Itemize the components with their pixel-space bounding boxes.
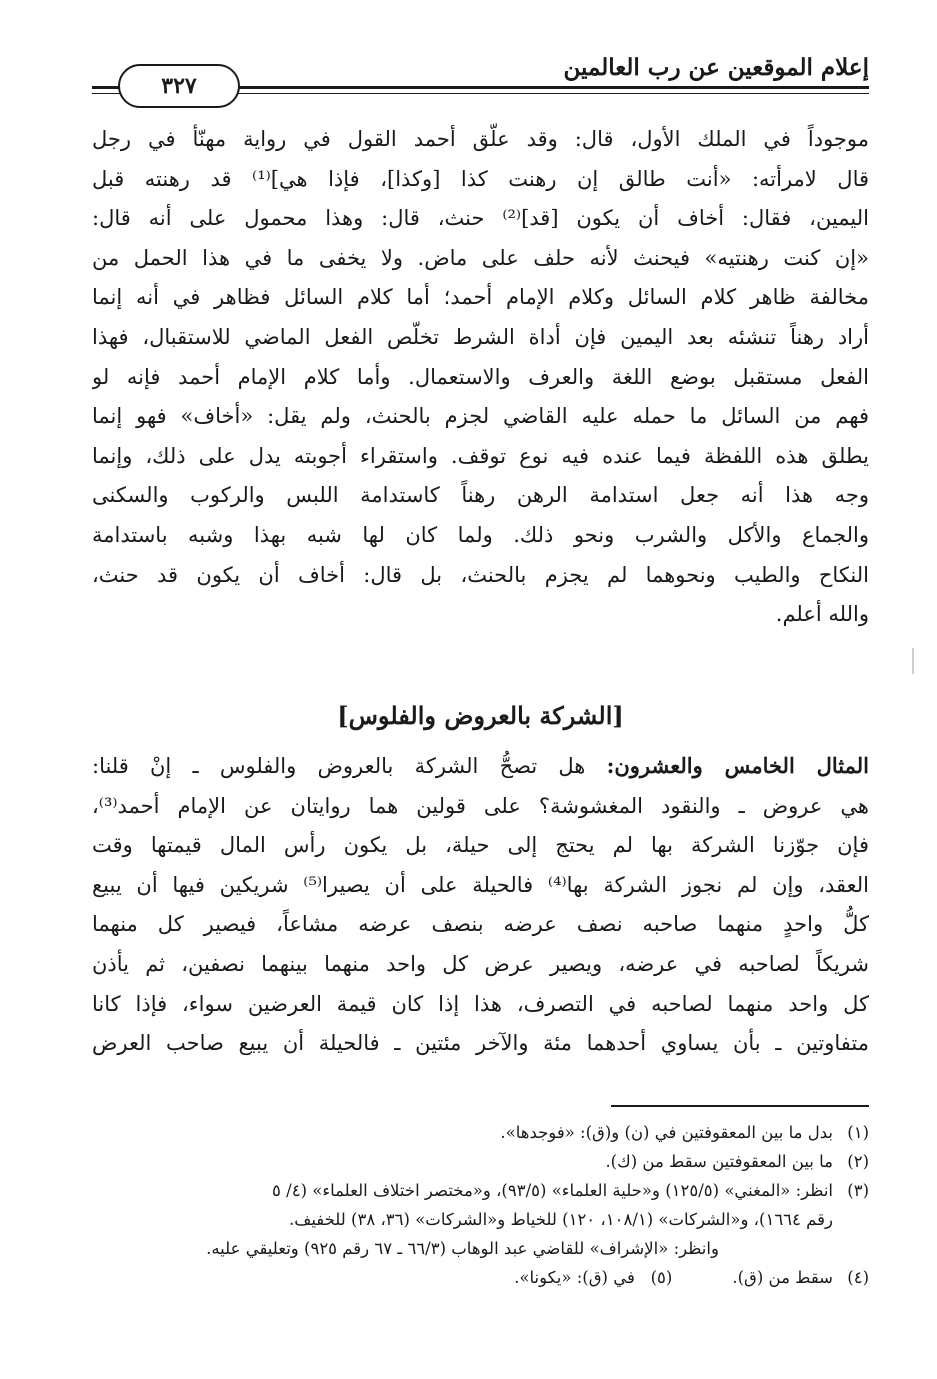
text-line: يطلق هذه اللفظة فيما عنده فيه نوع توقف. واستقراء أجوبته يدل على ذلك، وإنما [92, 443, 869, 468]
footnote-separator [611, 1105, 869, 1107]
text-line: فهم من السائل ما حمله عليه القاضي لجزم بالحنث، ولم يقل: «أخاف» فهو إنما [92, 404, 869, 429]
footnote-number: (٥) [650, 1268, 673, 1287]
footnote-text: انظر: «المغني» (١٢٥/٥) و«حلية العلماء» (٩٣/٥)، و«مختصر اختلاف العلماء» (٤/ ٥ [272, 1181, 833, 1200]
footnote-number: (٣) [847, 1181, 869, 1200]
text-line: فإن جوّزنا الشركة بها لم يحتج إلى حيلة، بل يكون رأس المال قيمتها وقت [92, 833, 869, 858]
text-line: هي عروض ـ والنقود المغشوشة؟ على قولين هما روايتان عن الإمام أحمد⁽³⁾، [92, 793, 869, 818]
text-line: موجوداً في الملك الأول، قال: وقد علّق أحمد القول في رواية مهنّأ في رجل [92, 127, 869, 151]
main-paragraph [92, 120, 869, 635]
footnote-3-continued: رقم ١٦٦٤)، و«الشركات» (١٠٨/١، ١٢٠) للخياط و«الشركات» (٣٦، ٣٨) للخفيف. [289, 1210, 833, 1229]
text-run: هل تصحُّ الشركة بالعروض والفلوس ـ إنْ قلنا: [92, 754, 607, 778]
margin-mark [912, 648, 914, 674]
footnote-text: ما بين المعقوفتين سقط من (ك). [605, 1152, 833, 1171]
page-number: ٣٢٧ [118, 64, 240, 108]
text-line: والجماع والأكل والشرب ونحو ذلك. ولما كان لها شبه بهذا وشبه باستدامة [92, 522, 869, 547]
footnote-text: في (ق): «يكونا». [514, 1268, 635, 1287]
text-line: والله أعلم. [775, 602, 869, 627]
text-line: العقد، وإن لم نجوز الشركة بها⁽⁴⁾ فالحيلة على أن يصيرا⁽⁵⁾ شريكين فيها أن يبيع [92, 872, 869, 897]
text-line: شريكاً لصاحبه في عرضه، ويصير عرض كل واحد منهما بينهما نصفين، ثم يأذن [92, 951, 869, 976]
header-title: إعلام الموقعين عن رب العالمين [563, 54, 869, 81]
example-paragraph [92, 746, 869, 1064]
text-line: قال لامرأته: «أنت طالق إن رهنت كذا [وكذا]، فإذا هي]⁽¹⁾ قد رهنته قبل [92, 166, 869, 191]
text-line: مخالفة ظاهر كلام السائل وكلام الإمام أحمد؛ أما كلام السائل فظاهر في أنه إنما [92, 285, 869, 310]
section-heading: [الشركة بالعروض والفلوس] [337, 701, 624, 730]
footnote-1 [92, 1118, 869, 1147]
text-line: متفاوتين ـ بأن يساوي أحدهما مئة والآخر مئتين ـ فالحيلة أن يبيع صاحب العرض [92, 1031, 869, 1056]
footnote-text: بدل ما بين المعقوفتين في (ن) و(ق): «فوجدها». [500, 1123, 833, 1142]
footnote-number: (٢) [847, 1152, 869, 1171]
text-line: وجه هذا أنه جعل استدامة الرهن رهناً كاستدامة اللبس والركوب والسكنى [92, 483, 869, 508]
text-line: كل واحد منهما لصاحبه في التصرف، هذا إذا كان قيمة العرضين سواء، فإذا كانا [92, 991, 869, 1016]
footnote-text: سقط من (ق). [732, 1268, 833, 1287]
text-line: «إن كنت رهنتيه» فيحنث لأنه حلف على ماض. ولا يخفى ما في هذا الحمل من [92, 245, 869, 270]
text-line: الفعل مستقبل بوضع اللغة والعرف والاستعمال. وأما كلام الإمام أحمد فإنه لو [92, 364, 869, 389]
footnotes [92, 1118, 869, 1292]
text-line: اليمين، فقال: أخاف أن يكون [قد]⁽²⁾ حنث، قال: وهذا محمول على أنه قال: [92, 206, 869, 231]
footnote-number: (٤) [847, 1268, 869, 1287]
footnote-number: (١) [847, 1123, 869, 1142]
text-line: النكاح والطيب ونحوهما لم يجزم بالحنث، بل قال: أخاف أن يكون قد حنث، [92, 562, 869, 587]
running-header [92, 38, 869, 100]
text-line: أراد رهناً تنشئه بعد اليمين فإن أداة الشرط تخلّص الفعل الماضي للاستقبال، فهذا [92, 324, 869, 349]
footnote-4-5 [92, 1263, 869, 1292]
example-label: المثال الخامس والعشرون: [606, 753, 869, 778]
footnote-2 [92, 1147, 869, 1176]
footnote-3 [92, 1176, 869, 1205]
footnote-3-see-also: وانظر: «الإشراف» للقاضي عبد الوهاب (٦٦/٣ ـ ٦٧ رقم ٩٢٥) وتعليقي عليه. [206, 1239, 719, 1258]
footnote-5 [514, 1263, 672, 1292]
text-line [92, 746, 869, 787]
text-line: كلُّ واحدٍ منهما صاحبه نصف عرضه بنصف عرضه مشاعاً، فيصير كل منهما [92, 912, 869, 937]
